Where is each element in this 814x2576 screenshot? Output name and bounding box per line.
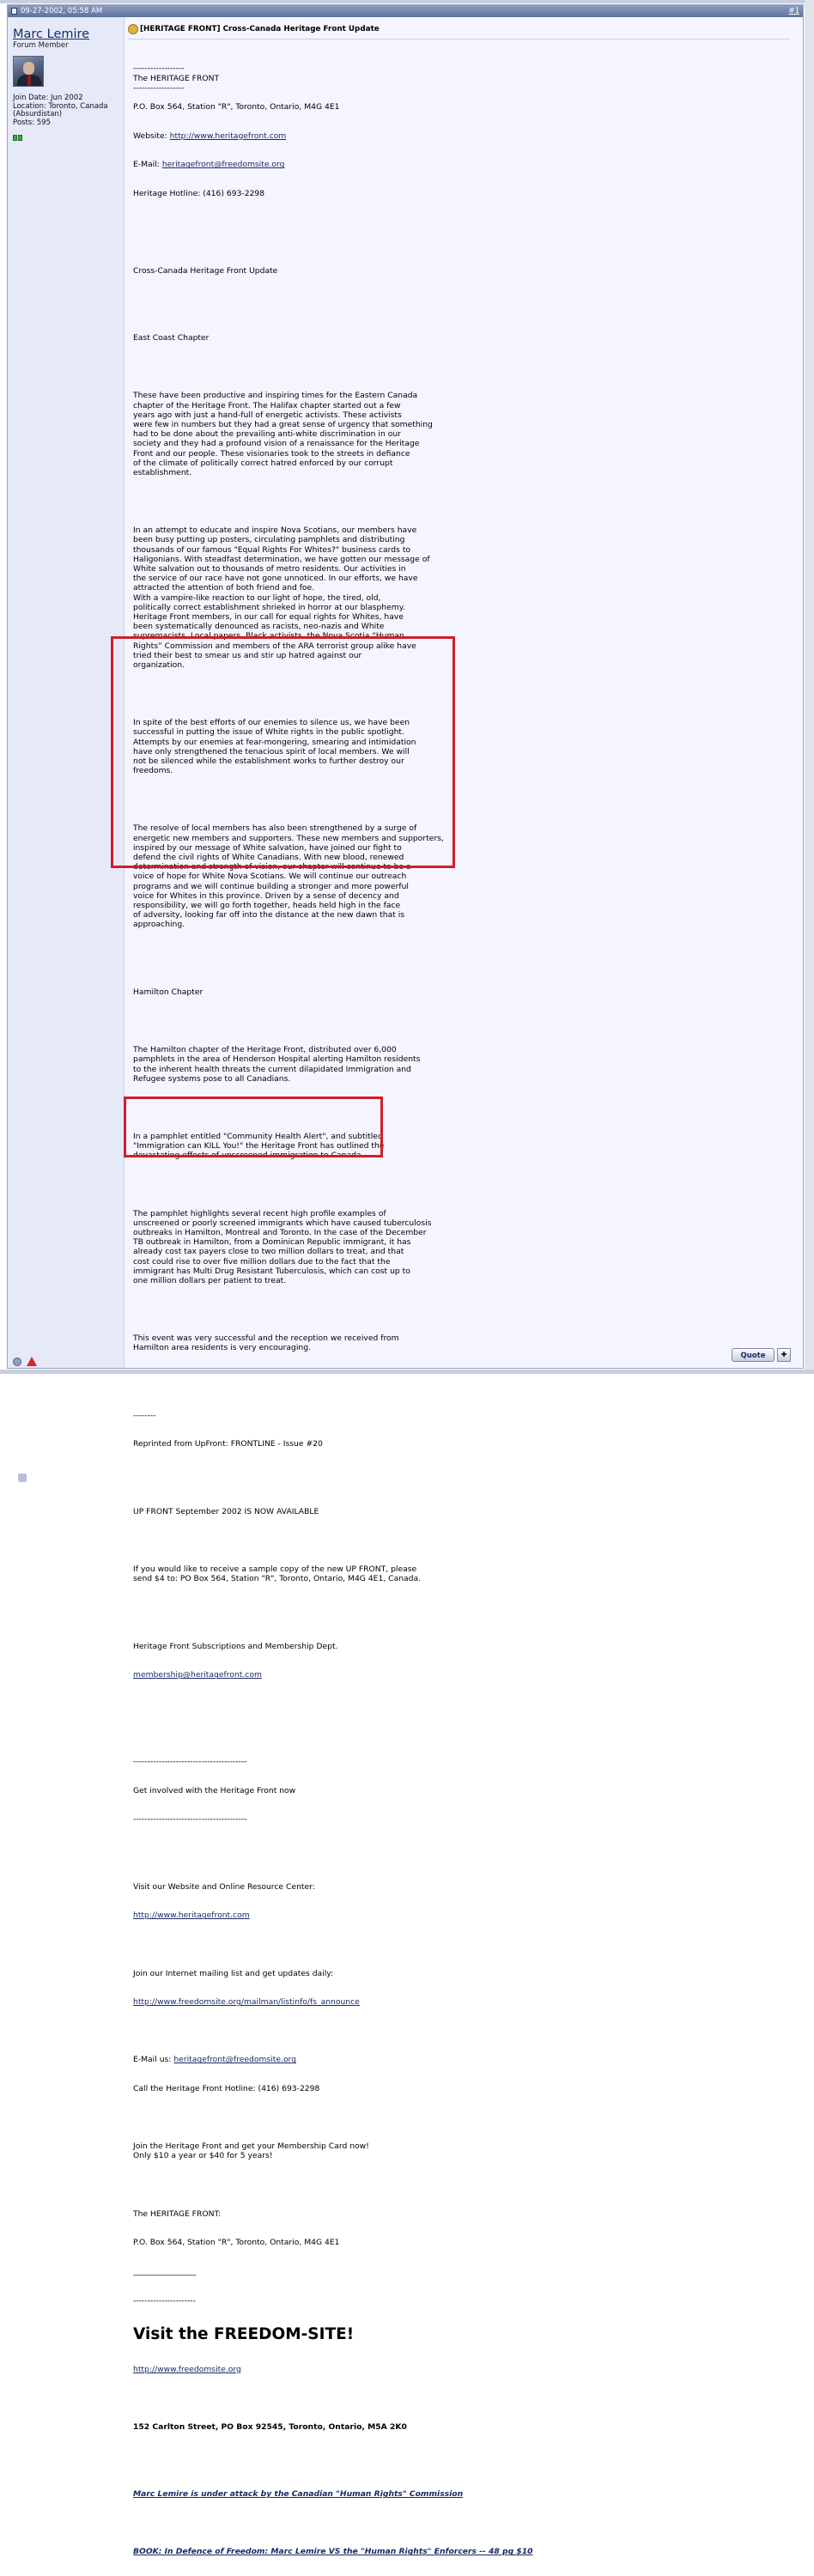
subscriptions-dept: Heritage Front Subscriptions and Membership Dept.	[133, 1641, 338, 1651]
paragraph-line: immigrant has Multi Drug Resistant Tuberculosis, which can cost up to	[133, 1266, 410, 1276]
paragraph-line: In spite of the best efforts of our enemies to silence us, we have been	[133, 718, 410, 728]
email-us-link[interactable]: heritagefront@freedomsite.org	[173, 2055, 297, 2065]
avatar-tie	[27, 76, 31, 86]
join-date: Join Date: Jun 2002	[13, 94, 83, 102]
paragraph-line: tried their best to smear us and stir up hatred against our	[133, 650, 362, 660]
post-body	[133, 45, 683, 2576]
paragraph-line: one million dollars per patient to treat.	[133, 1276, 287, 1285]
reprinted-line: Reprinted from UpFront: FRONTLINE - Issue #20	[133, 1439, 323, 1449]
paragraph-line: These have been productive and inspiring times for the Eastern Canada	[133, 391, 418, 401]
multi-quote-button[interactable]: ✚	[777, 1348, 791, 1362]
paragraph-line: energetic new members and supporters. These new members and supporters,	[133, 833, 444, 843]
paragraph-line: send $4 to: PO Box 564, Station "R", Toronto, Ontario, M4G 4E1, Canada.	[133, 1574, 422, 1584]
post-content	[125, 17, 803, 2557]
avatar-face	[23, 62, 34, 75]
paragraph-line: successful in putting the issue of White rights in the public spotlight.	[133, 727, 404, 738]
header-line: ------------------	[133, 64, 185, 74]
email-us-line	[133, 2055, 683, 2064]
website-line	[133, 131, 683, 141]
freedom-site-heading: Visit the FREEDOM-SITE!	[133, 2325, 355, 2344]
hamilton-title: Hamilton Chapter	[133, 987, 204, 997]
paragraph-line: voice of hope for White Nova Scotians. We will continue our outreach	[133, 872, 407, 882]
paragraph-line: Attempts by our enemies at fear-mongering, smearing and intimidation	[133, 737, 416, 747]
signature-rule: ________________	[133, 2266, 197, 2276]
highlight-box-hamilton	[111, 636, 455, 868]
paragraph-line: This event was very successful and the reception we received from	[133, 1334, 399, 1344]
website-label: Website:	[133, 131, 170, 141]
email-link[interactable]: heritagefront@freedomsite.org	[161, 160, 285, 170]
reputation-icon	[13, 135, 17, 141]
paragraph-line: TB outbreak in Hamilton, from a Dominican Republic immigrant, it has	[133, 1237, 411, 1248]
get-involved: Get involved with the Heritage Front now	[133, 1785, 296, 1795]
paragraph-line: have only strengthened the tenacious spirit of local members. We will	[133, 746, 410, 756]
paragraph-line: devastating effects of unscreened immigration to Canada.	[133, 1151, 364, 1161]
paragraph-line: defend the civil rights of White Canadians. With new blood, renewed	[133, 853, 404, 863]
paragraph-line: freedoms.	[133, 766, 173, 776]
paragraph-line: cost could rise to over five million dollars due to the fact that the	[133, 1256, 391, 1267]
upfront-title: UP FRONT September 2002 IS NOW AVAILABLE	[133, 1506, 319, 1516]
paragraph-line: The resolve of local members has also been strengthened by a surge of	[133, 823, 417, 834]
paragraph-line: Rights” Commission and members of the ARA terrorist group alike have	[133, 641, 416, 651]
hotline: Heritage Hotline: (416) 693-2298	[133, 189, 265, 199]
website-link[interactable]: http://www.heritagefront.com	[169, 131, 287, 141]
paragraph-line: In an attempt to educate and inspire Nova Scotians, our members have	[133, 526, 417, 536]
visit-website-link[interactable]: http://www.heritagefront.com	[133, 1911, 250, 1921]
paragraph-line: the service of our race have not gone unnoticed. In our efforts, we have	[133, 574, 418, 584]
paragraph-line: responsibility, we will go forth together, heads held high in the face	[133, 901, 401, 911]
dash-rule-1: ----------------------------------------	[133, 1757, 247, 1767]
book-link[interactable]: BOOK: In Defence of Freedom: Marc Lemire VS the "Human Rights" Enforcers -- 48 pg $10	[133, 2547, 533, 2557]
paragraph-line: Front and our people. These visionaries took to the streets in defiance	[133, 448, 410, 459]
quote-button[interactable]: Quote	[732, 1348, 775, 1362]
address-title: The HERITAGE FRONT:	[133, 2208, 222, 2219]
paragraph-line: Only $10 a year or $40 for 5 years!	[133, 2151, 273, 2161]
add-reputation-icon[interactable]	[18, 1473, 27, 1482]
header-line: P.O. Box 564, Station "R", Toronto, Ontario, M4G 4E1	[133, 102, 340, 112]
email-us-label: E-Mail us:	[133, 2055, 174, 2065]
paragraph-line: The pamphlet highlights several recent high profile examples of	[133, 1208, 386, 1218]
post-header	[8, 5, 803, 17]
header-block	[133, 64, 683, 112]
paragraph-line: supremacists. Local papers, Black activists, the Nova Scotia “Human	[133, 631, 404, 641]
separator: --------	[133, 1410, 156, 1420]
attack-link[interactable]: Marc Lemire is under attack by the Canadian "Human Rights" Commission	[133, 2489, 464, 2500]
signature-address: 152 Carlton Street, PO Box 92545, Toronto, Ontario, M5A 2K0	[133, 2421, 407, 2432]
east-title: East Coast Chapter	[133, 333, 210, 343]
post-document-icon	[11, 8, 17, 15]
post-number-link[interactable]: #1	[788, 7, 799, 15]
membership-email-link[interactable]: membership@heritagefront.com	[133, 1670, 262, 1680]
ip-icon[interactable]	[13, 1358, 21, 1366]
paragraph-line: unscreened or poorly screened immigrants which have caused tuberculosis	[133, 1218, 432, 1228]
paragraph-line: had to be done about the prevailing anti-white discrimination in our	[133, 429, 401, 440]
paragraph-line: Join the Heritage Front and get your Membership Card now!	[133, 2142, 369, 2152]
paragraph-line: organization.	[133, 660, 185, 670]
paragraph-line: thousands of our famous "Equal Rights For Whites?" business cards to	[133, 544, 411, 555]
hamilton-paragraph-4	[133, 1334, 683, 1352]
paragraph-line: "Immigration can KILL You!" the Heritage Front has outlined the	[133, 1141, 385, 1151]
report-post-icon[interactable]	[27, 1357, 37, 1366]
paragraph-line: Heritage Front members, in our call for equal rights for Whites, have	[133, 611, 404, 622]
paragraph-line: been busy putting up posters, circulating pamphlets and distributing	[133, 535, 405, 545]
call-hotline: Call the Heritage Front Hotline: (416) 693-2298	[133, 2084, 320, 2094]
post-title: [HERITAGE FRONT] Cross-Canada Heritage Front Update	[140, 25, 380, 33]
mailing-list-label: Join our Internet mailing list and get updates daily:	[133, 1968, 334, 1978]
paragraph-line: establishment.	[133, 467, 192, 477]
paragraph-line: were few in numbers but they had a great sense of urgency that something	[133, 419, 433, 429]
paragraph-line: to the inherent health threats the current dilapidated Immigration and	[133, 1064, 411, 1074]
email-line	[133, 160, 683, 169]
paragraph-line: society and they had a profound vision of a renaissance for the Heritage	[133, 439, 420, 449]
paragraph-line: Refugee systems pose to all Canadians.	[133, 1073, 291, 1084]
user-sidebar	[8, 17, 125, 1368]
east-paragraph-1	[133, 391, 683, 477]
signature-dashes: ----------------------	[133, 2295, 196, 2306]
hamilton-paragraph-3	[133, 1209, 683, 1286]
paragraph-line: approaching.	[133, 920, 185, 930]
header-line: The HERITAGE FRONT	[133, 73, 220, 83]
paragraph-line: Haligonians. With steadfast determination, we have gotten our message of	[133, 554, 430, 564]
update-title: Cross-Canada Heritage Front Update	[133, 265, 278, 276]
user-info	[13, 94, 123, 127]
paragraph-line: years ago with just a hand-full of energetic activists. These activists	[133, 410, 402, 420]
paragraph-line: In a pamphlet entitled "Community Health Alert", and subtitled	[133, 1131, 383, 1141]
reputation-icon	[18, 135, 22, 141]
upfront-paragraph	[133, 1564, 683, 1583]
location: Location: Toronto, Canada (Absurdistan)	[13, 101, 108, 119]
username-link[interactable]: Marc Lemire	[13, 27, 90, 41]
paragraph-line: Hamilton area residents is very encouraging.	[133, 1343, 311, 1353]
paragraph-line: If you would like to receive a sample copy of the new UP FRONT, please	[133, 1564, 417, 1575]
paragraph-line: of adversity, looking far off into the distance at the new dawn that is	[133, 910, 405, 920]
paragraph-line: attracted the attention of both friend and foe.	[133, 583, 315, 593]
paragraph-line: politically correct establishment shrieked in horror at our blasphemy.	[133, 602, 405, 612]
post-container	[7, 4, 804, 2557]
paragraph-line: determination and strength of vision, our chapter will continue to be a	[133, 862, 411, 872]
paragraph-line: outbreaks in Hamilton, Montreal and Toronto. In the case of the December	[133, 1227, 427, 1237]
paragraph-line: not be silenced while the establishment works to further destroy our	[133, 756, 404, 767]
thumbs-up-icon	[128, 24, 138, 34]
mailing-list-link[interactable]: http://www.freedomsite.org/mailman/listinfo/fs_announce	[133, 1997, 360, 2008]
paragraph-line: With a vampire-like reaction to our light of hope, the tired, old,	[133, 592, 381, 603]
paragraph-line: been systematically denounced as racists, neo-nazis and White	[133, 622, 385, 632]
paragraph-line: already cost tax payers close to two million dollars to treat, and that	[133, 1247, 404, 1257]
paragraph-line: programs and we will continue building a stronger and more powerful	[133, 881, 409, 891]
header-line	[133, 93, 683, 102]
highlight-box-mailing	[124, 1097, 383, 1157]
header-line: ------------------	[133, 82, 185, 93]
window-bottom-strip	[0, 1370, 814, 1374]
paragraph-line: voice for Whites in this province. Driven by a sense of decency and	[133, 890, 399, 901]
paragraph-line: White salvation out to thousands of metro residents. Our activities in	[133, 563, 406, 574]
window-scroll-strip	[805, 0, 814, 1374]
window-top-strip	[0, 0, 814, 3]
user-title: Forum Member	[13, 41, 69, 50]
freedom-site-link[interactable]: http://www.freedomsite.org	[133, 2364, 241, 2374]
paragraph-line: chapter of the Heritage Front. The Halifax chapter started out a few	[133, 400, 401, 410]
email-label: E-Mail:	[133, 160, 162, 170]
join-paragraph	[133, 2142, 683, 2160]
reputation-bar	[13, 134, 23, 143]
paragraph-line: The Hamilton chapter of the Heritage Front, distributed over 6,000	[133, 1045, 397, 1055]
post-date: 09-27-2002, 05:58 AM	[21, 7, 103, 15]
sidebar-bottom-icons	[13, 1357, 42, 1366]
post-count: Posts: 595	[13, 118, 52, 127]
dash-rule-2: ----------------------------------------	[133, 1814, 247, 1825]
avatar[interactable]	[13, 56, 44, 87]
address-line: P.O. Box 564, Station "R", Toronto, Ontario, M4G 4E1	[133, 2238, 340, 2248]
hamilton-paragraph-1	[133, 1045, 683, 1084]
paragraph-line: of the climate of politically correct hatred enforced by our corrupt	[133, 458, 393, 468]
paragraph-line: inspired by our message of White salvation, have joined our fight to	[133, 842, 402, 853]
paragraph-line: pamphlets in the area of Henderson Hospital alerting Hamilton residents	[133, 1054, 421, 1065]
visit-website-label: Visit our Website and Online Resource Center:	[133, 1881, 315, 1892]
